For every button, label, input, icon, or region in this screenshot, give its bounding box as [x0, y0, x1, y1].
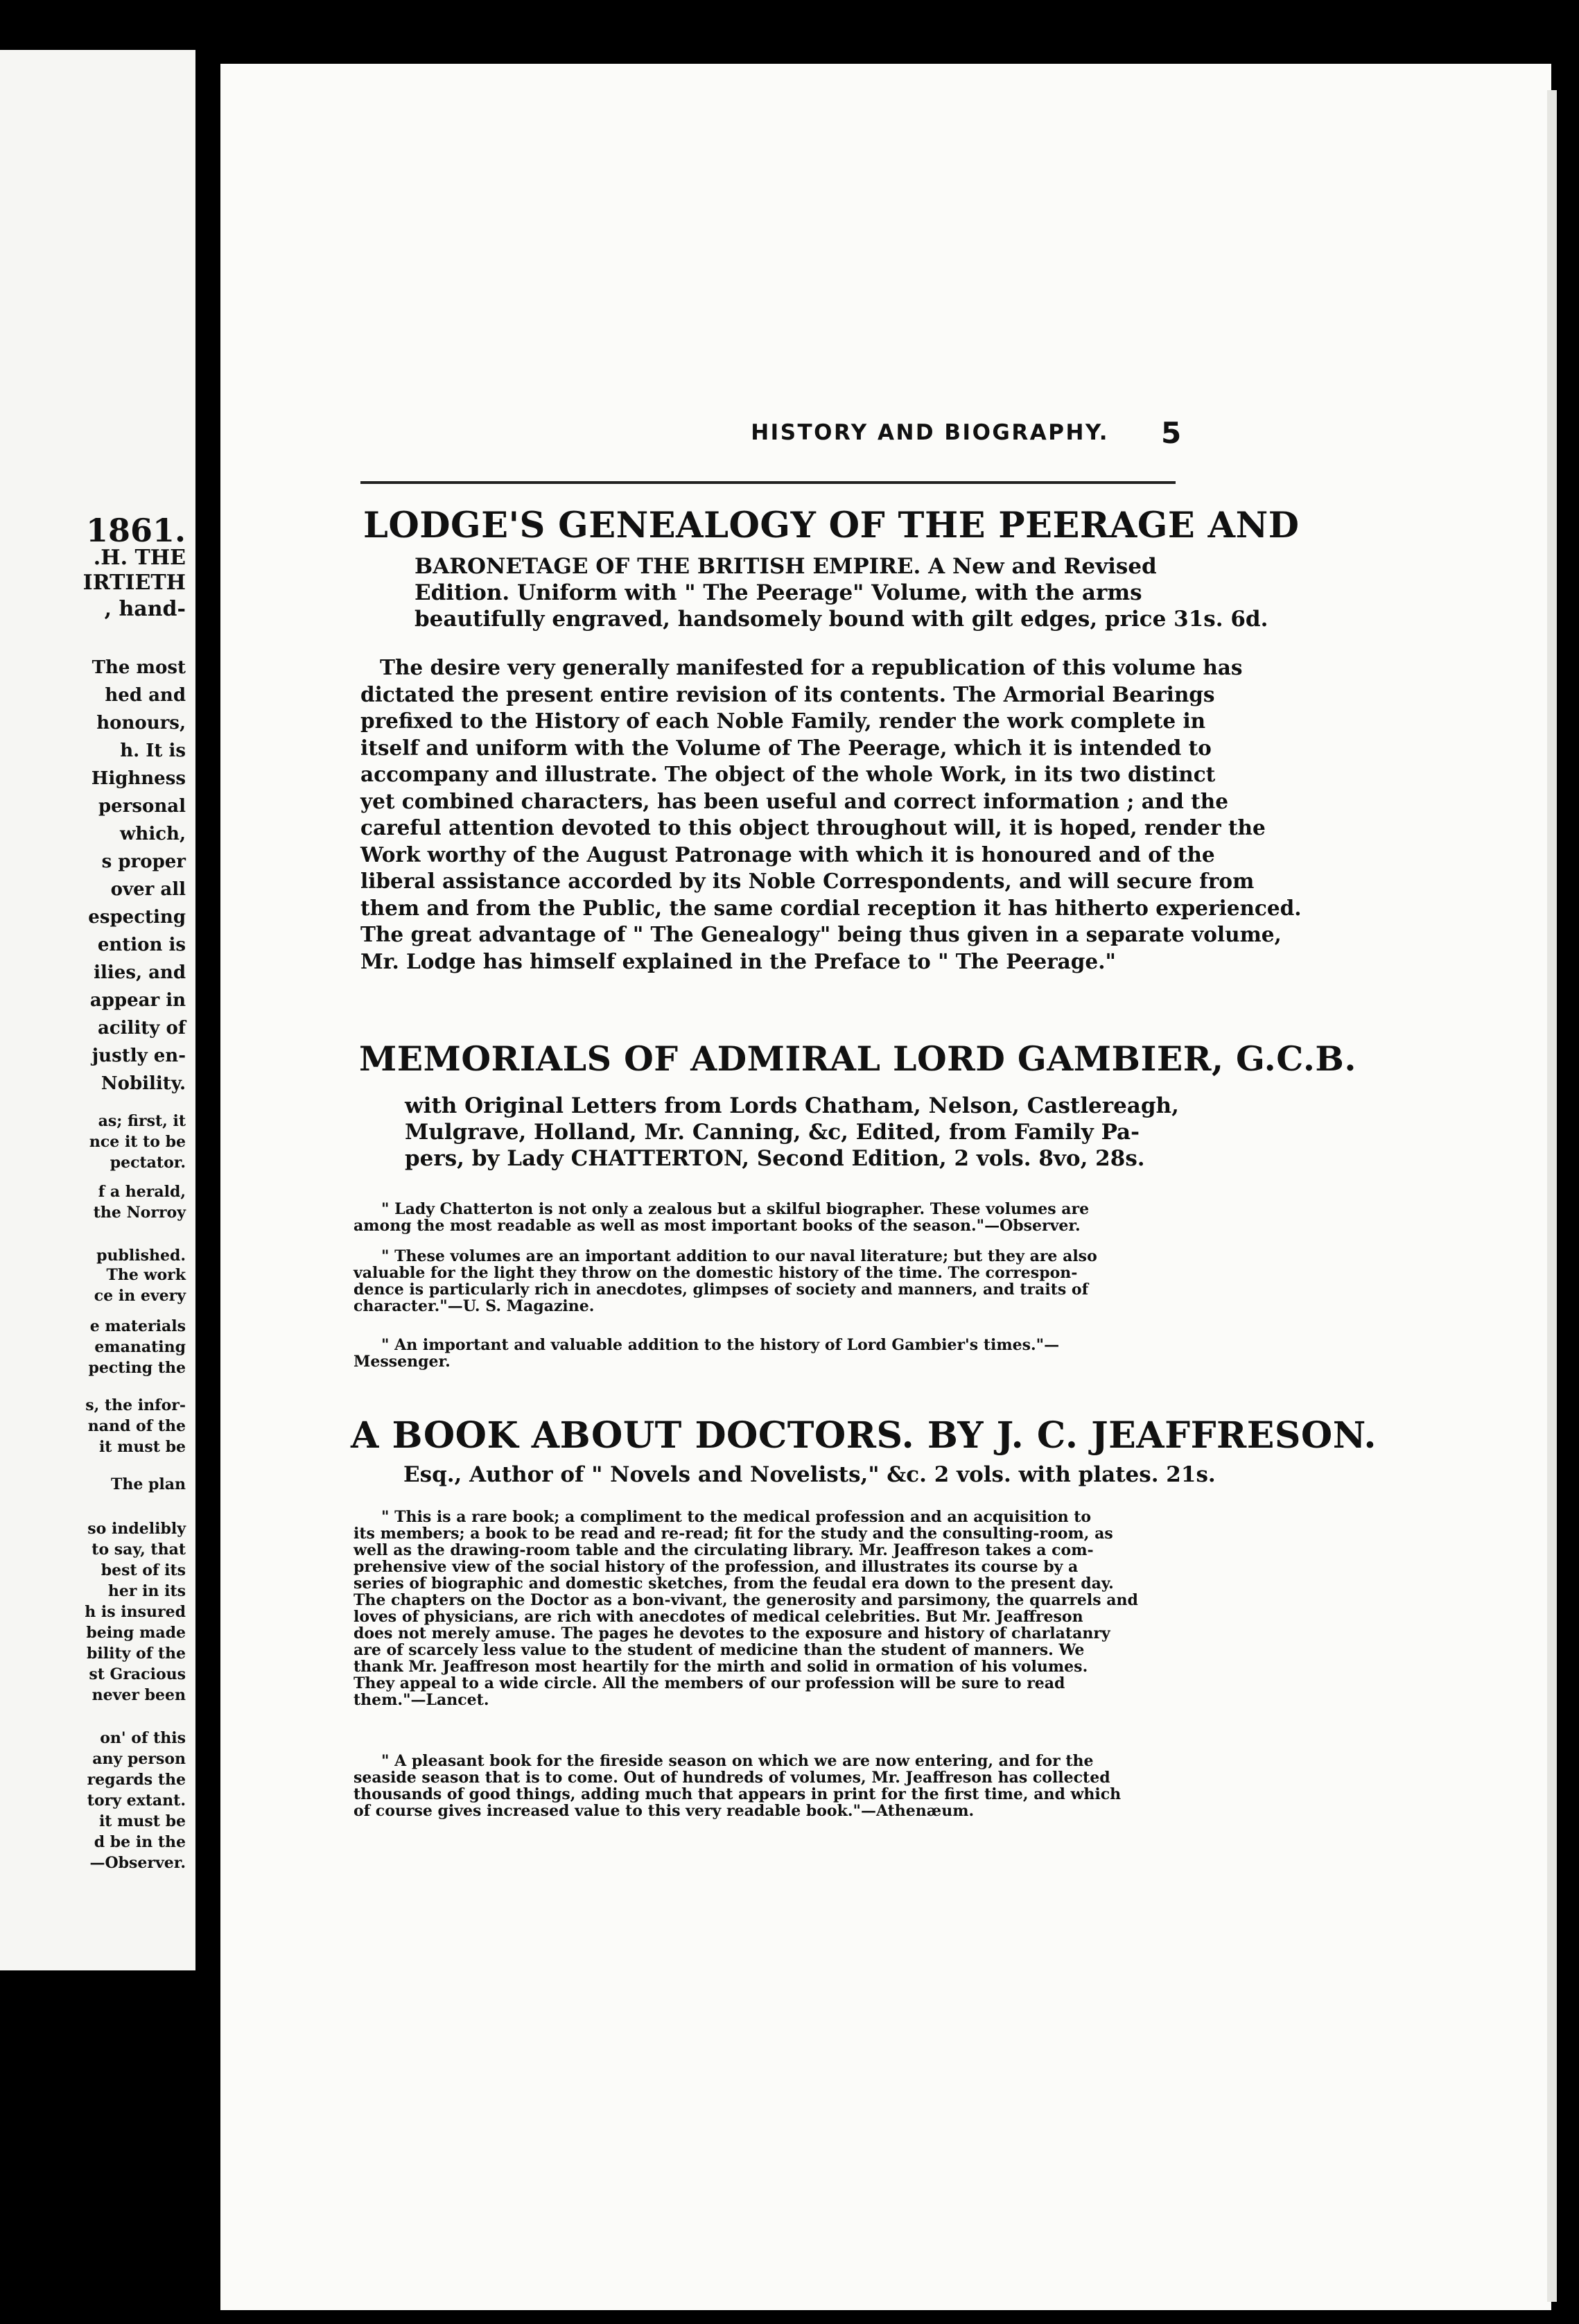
previous-page-line: it must be	[98, 1438, 186, 1456]
quote-line: character."—U. S. Magazine.	[354, 1297, 595, 1315]
previous-page-line: to say, that	[91, 1541, 186, 1559]
previous-page-line: ce in every	[94, 1287, 186, 1305]
body-line: careful attention devoted to this object throughout will, it is hoped, render the	[360, 815, 1266, 840]
previous-page-line: as; first, it	[98, 1112, 186, 1130]
previous-page-line: hed and	[105, 685, 186, 706]
entry-title-memorials-gambier: MEMORIALS OF ADMIRAL LORD GAMBIER, G.C.B.	[359, 1039, 1356, 1079]
subtitle-line: Esq., Author of " Novels and Novelists," &c. 2 vols. with plates. 21s.	[403, 1462, 1216, 1487]
review-quote-lancet	[354, 1509, 1164, 1708]
previous-page-line: d be in the	[94, 1833, 186, 1851]
previous-page-line: h is insured	[85, 1603, 186, 1621]
previous-page-line: regards the	[87, 1771, 186, 1789]
previous-page-line: pecting the	[88, 1359, 186, 1377]
body-line: dictated the present entire revision of its contents. The Armorial Bearings	[360, 682, 1215, 706]
previous-page-line: any person	[92, 1750, 186, 1768]
page-edge	[1547, 90, 1557, 2302]
quote-line: well as the drawing-room table and the circulating library. Mr. Jeaffreson takes a com-	[354, 1541, 1094, 1559]
previous-page-line: nce it to be	[89, 1133, 186, 1151]
page-number: 5	[1161, 416, 1183, 450]
quote-line: prehensive view of the social history of the profession, and illustrates its course by a	[354, 1558, 1079, 1576]
book-page	[220, 64, 1551, 2310]
quote-line: thank Mr. Jeaffreson most heartily for the mirth and solid in ormation of his volumes.	[354, 1658, 1088, 1676]
review-quote-athenaeum	[354, 1753, 1164, 1819]
previous-page-line: pectator.	[110, 1154, 186, 1172]
previous-page-line: on' of this	[100, 1729, 186, 1747]
previous-page-line: —Observer.	[89, 1854, 186, 1872]
review-quote-us-magazine	[354, 1248, 1164, 1315]
previous-page-line: over all	[110, 879, 186, 900]
quote-line: valuable for the light they throw on the domestic history of the time. The correspon-	[354, 1264, 1078, 1282]
subtitle-line: with Original Letters from Lords Chatham, Nelson, Castlereagh,	[405, 1093, 1179, 1118]
review-quote-observer	[354, 1201, 1164, 1234]
quote-line: series of biographic and domestic sketches, from the feudal era down to the present day.	[354, 1575, 1114, 1593]
entry-description-lodges-genealogy	[360, 654, 1302, 975]
body-line: prefixed to the History of each Noble Family, render the work complete in	[360, 709, 1206, 733]
previous-page-line: published.	[96, 1247, 186, 1265]
previous-page-line: the Norroy	[93, 1204, 186, 1222]
entry-subtitle-book-about-doctors	[403, 1462, 1216, 1488]
previous-page-line: acility of	[97, 1018, 186, 1039]
quote-line: " These volumes are an important addition to our naval literature; but they are also	[381, 1247, 1097, 1265]
previous-page-line: s, the infor-	[85, 1396, 186, 1414]
previous-page-line: ention is	[97, 935, 186, 955]
quote-line: " This is a rare book; a compliment to the medical profession and an acquisition to	[381, 1508, 1092, 1526]
previous-page-line: justly en-	[91, 1046, 186, 1066]
quote-line: does not merely amuse. The pages he devotes to the exposure and history of charlatanry	[354, 1624, 1110, 1642]
quote-line: They appeal to a wide circle. All the members of our profession will be sure to read	[354, 1674, 1065, 1692]
body-line: The desire very generally manifested for a republication of this volume has	[380, 655, 1243, 679]
previous-page-line: appear in	[89, 990, 186, 1011]
previous-page-line: st Gracious	[89, 1665, 186, 1683]
quote-line: them."—Lancet.	[354, 1691, 489, 1709]
previous-page-line: so indelibly	[87, 1520, 186, 1538]
body-line: The great advantage of " The Genealogy" being thus given in a separate volume,	[360, 922, 1282, 946]
entry-title-lodges-genealogy: LODGE'S GENEALOGY OF THE PEERAGE AND	[363, 505, 1300, 546]
body-line: liberal assistance accorded by its Noble Correspondents, and will secure from	[360, 869, 1255, 893]
header-rule	[360, 481, 1176, 484]
previous-page-line: never been	[91, 1686, 186, 1704]
quote-line: " Lady Chatterton is not only a zealous but a skilful biographer. These volumes are	[381, 1200, 1090, 1218]
body-line: accompany and illustrate. The object of the whole Work, in its two distinct	[360, 762, 1216, 786]
quote-line: among the most readable as well as most important books of the season."—Observer.	[354, 1217, 1081, 1235]
quote-line: thousands of good things, adding much that appears in print for the first time, and which	[354, 1785, 1122, 1803]
quote-line: dence is particularly rich in anecdotes, glimpses of society and manners, and traits of	[354, 1281, 1089, 1299]
previous-page-line: tory extant.	[87, 1792, 186, 1810]
previous-page-line: IRTIETH	[82, 571, 186, 595]
entry-subtitle-lodges-genealogy	[415, 553, 1268, 632]
previous-page-line: best of its	[101, 1561, 186, 1579]
quote-line: Messenger.	[354, 1353, 451, 1371]
review-quote-messenger	[354, 1337, 1164, 1370]
quote-line: " A pleasant book for the fireside season on which we are now entering, and for the	[381, 1752, 1094, 1770]
previous-page-fragment	[0, 50, 195, 1970]
entry-title-book-about-doctors: A BOOK ABOUT DOCTORS. BY J. C. JEAFFRESON.	[351, 1414, 1377, 1457]
body-line: yet combined characters, has been useful and correct information ; and the	[360, 788, 1228, 813]
previous-page-line: The plan	[110, 1475, 186, 1493]
body-line: itself and uniform with the Volume of The Peerage, which it is intended to	[360, 735, 1212, 760]
previous-page-line: 1861.	[85, 512, 186, 549]
previous-page-line: personal	[98, 796, 186, 817]
quote-line: of course gives increased value to this very readable book."—Athenæum.	[354, 1802, 975, 1820]
subtitle-line: pers, by Lady CHATTERTON, Second Edition, 2 vols. 8vo, 28s.	[405, 1146, 1145, 1171]
previous-page-line: nand of the	[87, 1417, 186, 1435]
previous-page-line: The work	[106, 1266, 186, 1284]
previous-page-line: especting	[88, 907, 186, 928]
quote-line: seaside season that is to come. Out of hundreds of volumes, Mr. Jeaffreson has collected	[354, 1769, 1110, 1787]
previous-page-line: her in its	[107, 1582, 186, 1600]
previous-page-line: e materials	[89, 1317, 186, 1335]
running-head-title: HISTORY AND BIOGRAPHY.	[751, 420, 1109, 445]
body-line: them and from the Public, the same cordial reception it has hitherto experienced.	[360, 895, 1302, 920]
previous-page-line: f a herald,	[98, 1183, 186, 1201]
subtitle-line: Mulgrave, Holland, Mr. Canning, &c, Edited, from Family Pa-	[405, 1120, 1140, 1145]
body-line: Mr. Lodge has himself explained in the Preface to " The Peerage."	[360, 948, 1116, 973]
quote-line: " An important and valuable addition to the history of Lord Gambier's times."—	[381, 1336, 1060, 1354]
quote-line: The chapters on the Doctor as a bon-vivant, the generosity and parsimony, the quarrels and	[354, 1591, 1138, 1609]
previous-page-line: it must be	[98, 1812, 186, 1830]
body-line: Work worthy of the August Patronage with which it is honoured and of the	[360, 842, 1215, 867]
previous-page-line: being made	[86, 1624, 186, 1642]
previous-page-line: The most	[91, 657, 186, 678]
previous-page-line: .H. THE	[93, 546, 186, 570]
previous-page-line: bility of the	[86, 1645, 186, 1663]
previous-page-line: ilies, and	[94, 962, 186, 983]
previous-page-line: , hand-	[104, 597, 186, 621]
entry-subtitle-memorials-gambier	[405, 1093, 1179, 1172]
quote-line: are of scarcely less value to the student of medicine than the student of manners. We	[354, 1641, 1085, 1659]
previous-page-line: Nobility.	[101, 1073, 186, 1094]
previous-page-line: emanating	[94, 1338, 186, 1356]
quote-line: loves of physicians, are rich with anecdotes of medical celebrities. But Mr. Jeaffreson	[354, 1608, 1083, 1626]
subtitle-line: Edition. Uniform with " The Peerage" Volume, with the arms	[415, 580, 1142, 605]
subtitle-line: beautifully engraved, handsomely bound with gilt edges, price 31s. 6d.	[415, 607, 1268, 632]
previous-page-line: h. It is	[120, 740, 186, 761]
previous-page-line: s proper	[101, 851, 186, 872]
subtitle-line: BARONETAGE OF THE BRITISH EMPIRE. A New and Revised	[415, 554, 1157, 579]
previous-page-line: which,	[120, 824, 186, 844]
previous-page-line: Highness	[91, 768, 186, 789]
previous-page-line: honours,	[96, 713, 186, 734]
quote-line: its members; a book to be read and re-read; fit for the study and the consulting-room, as	[354, 1525, 1113, 1543]
